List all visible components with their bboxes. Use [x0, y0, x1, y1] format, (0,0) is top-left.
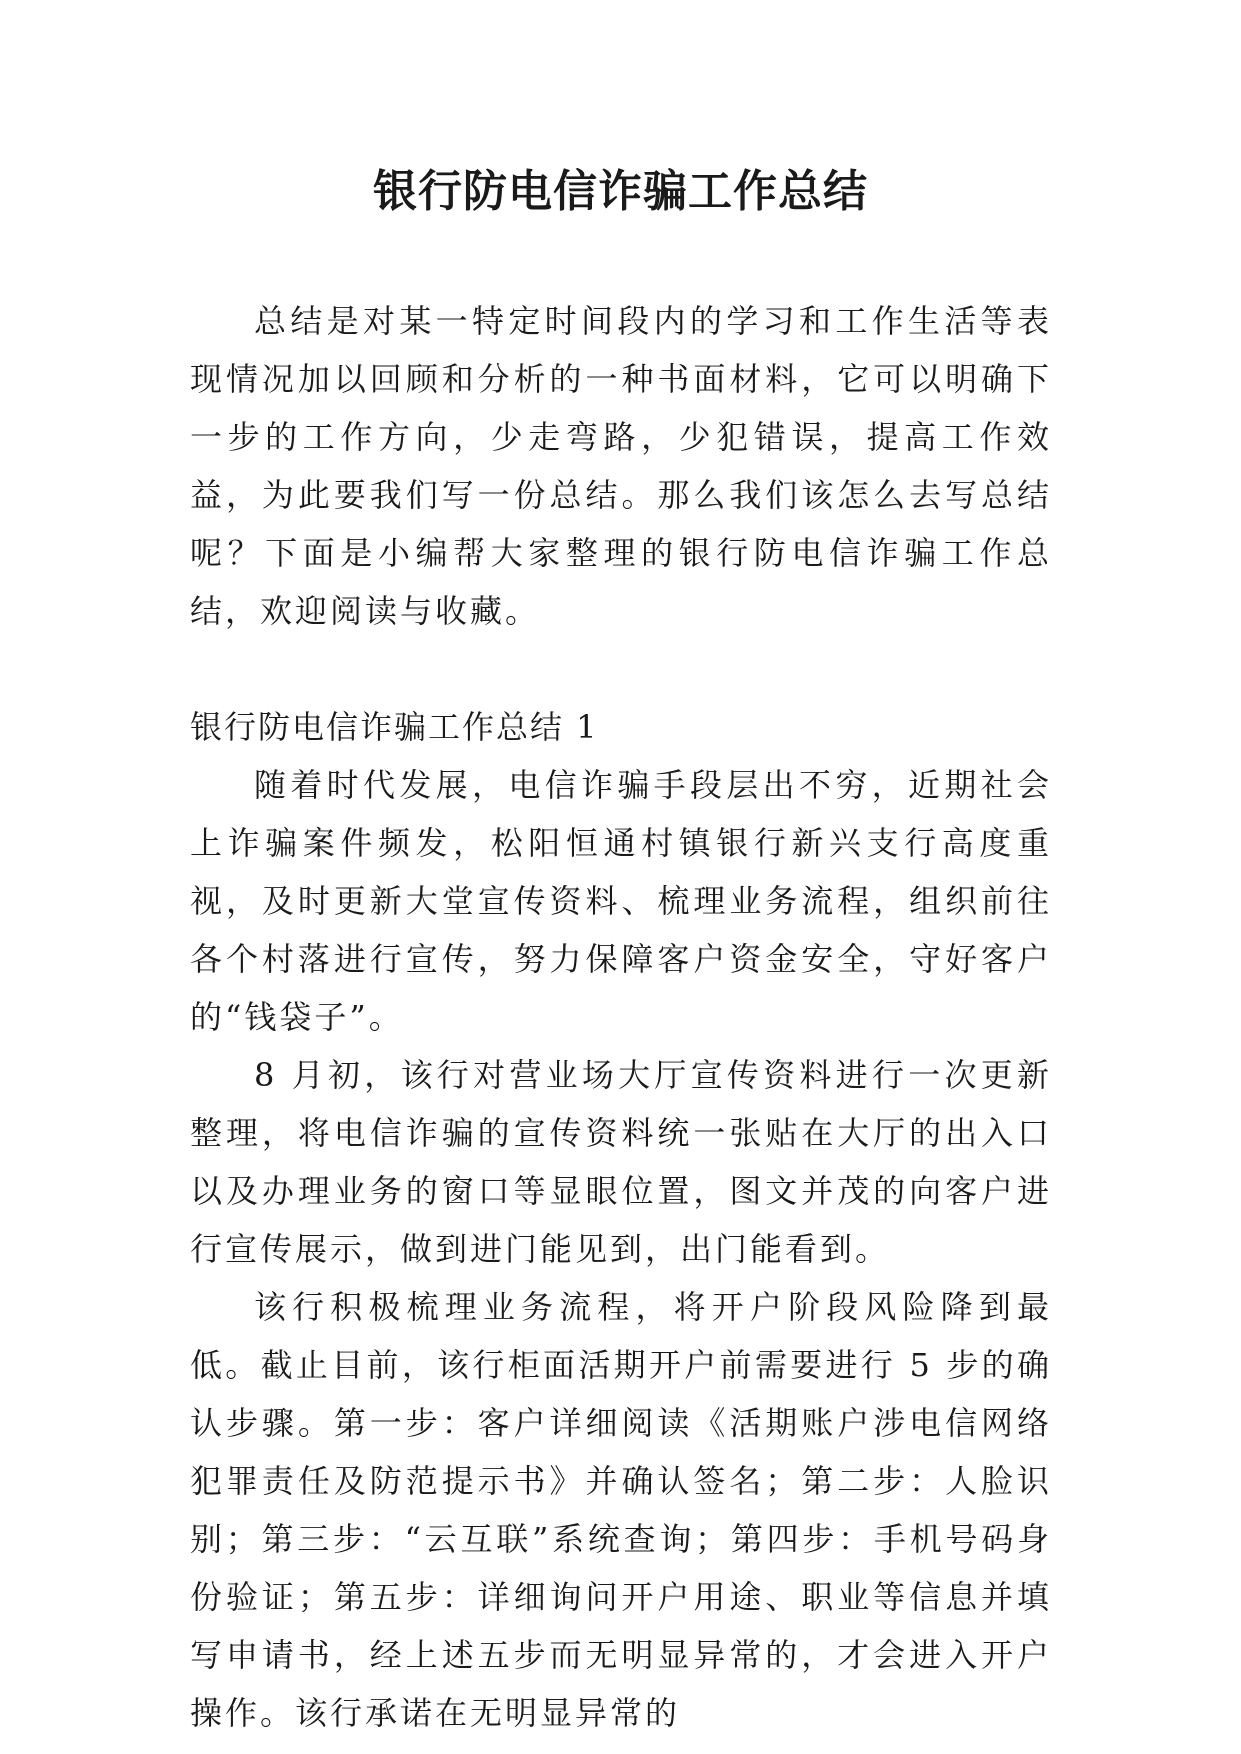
document-title: 银行防电信诈骗工作总结: [373, 166, 868, 217]
body-paragraph: 8 月初，该行对营业场大厅宣传资料进行一次更新整理，将电信诈骗的宣传资料统一张贴在大厅的出入口以及办理业务的窗口等显眼位置，图文并茂的向客户进行宣传展示，做到进门能见到，出门能看到。: [190, 1056, 1052, 1268]
body-paragraph: 随着时代发展，电信诈骗手段层出不穷，近期社会上诈骗案件频发，松阳恒通村镇银行新兴支行高度重视，及时更新大堂宣传资料、梳理业务流程，组织前往各个村落进行宣传，努力保障客户资金安全，守好客户的“钱袋子”。: [190, 766, 1052, 1036]
body-paragraph: 该行积极梳理业务流程，将开户阶段风险降到最低。截止目前，该行柜面活期开户前需要进行 5 步的确认步骤。第一步：客户详细阅读《活期账户涉电信网络犯罪责任及防范提示书》并确认签名；第二步：人脸识别；第三步：“云互联”系统查询；第四步：手机号码身份验证；第五步：详细询问开户用途、职业等信息并填写申请书，经上述五步而无明显异常的，才会进入开户操作。该行承诺在无明显异常的: [190, 1288, 1052, 1732]
document-body: [190, 292, 1052, 1742]
intro-paragraph: 总结是对某一特定时间段内的学习和工作生活等表现情况加以回顾和分析的一种书面材料，它可以明确下一步的工作方向，少走弯路，少犯错误，提高工作效益，为此要我们写一份总结。那么我们该怎么去写总结呢？下面是小编帮大家整理的银行防电信诈骗工作总结，欢迎阅读与收藏。: [190, 302, 1052, 630]
paragraph-spacer: [190, 640, 1052, 698]
section-heading: 银行防电信诈骗工作总结 1: [190, 708, 599, 746]
